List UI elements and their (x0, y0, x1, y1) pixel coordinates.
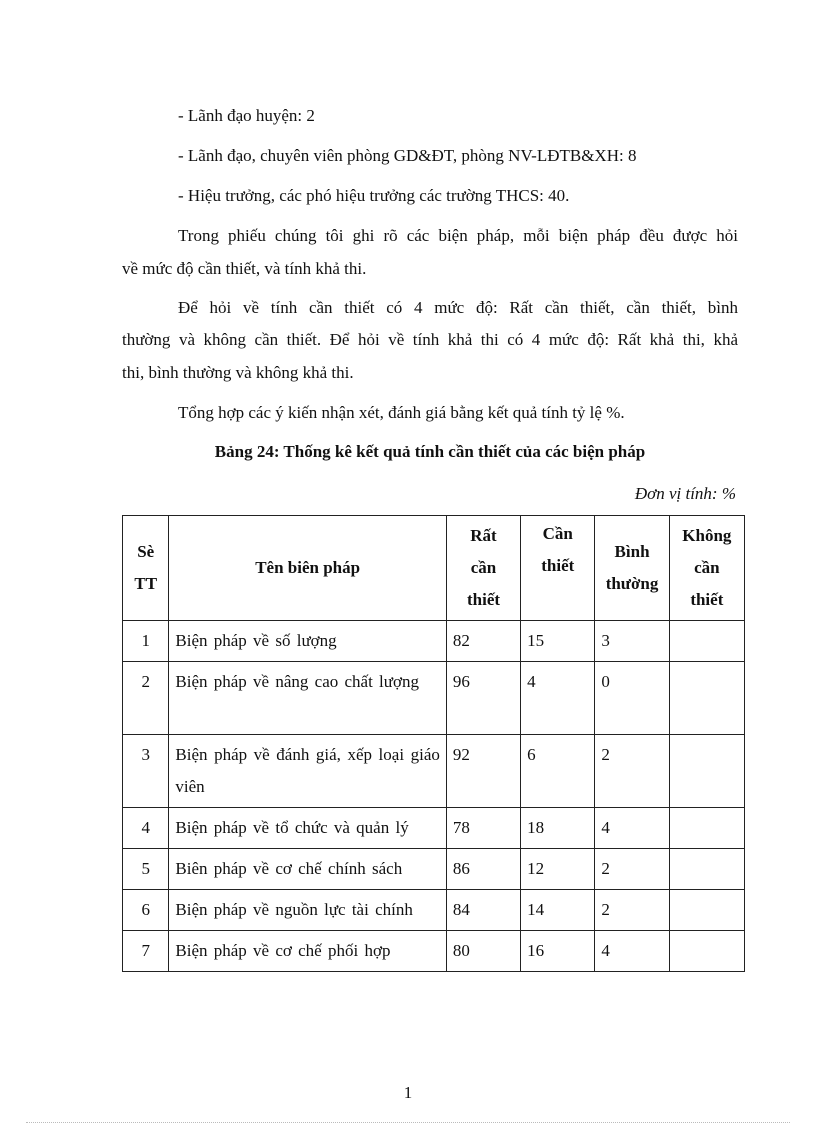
cell-tt: 6 (123, 890, 169, 931)
cell-not-necessary (669, 621, 744, 662)
page-number: 1 (403, 1083, 413, 1102)
header-tt-line: Sè (137, 542, 155, 561)
cell-very-necessary: 82 (446, 621, 520, 662)
header-c3-line: thường (605, 574, 659, 593)
cell-tt: 1 (123, 621, 169, 662)
para1-line2: về mức độ cần thiết, và tính khả thi. (122, 259, 367, 278)
header-tt-line: TT (134, 574, 158, 593)
table-row (123, 621, 745, 662)
para2-line2: thường và không cần thiết. Để hỏi về tính khả thi có 4 mức độ: Rất khả thi, khả (122, 330, 738, 349)
header-c1-line: thiết (466, 590, 501, 609)
header-c4-line: thiết (690, 590, 724, 609)
cell-very-necessary: 86 (446, 849, 520, 890)
cell-not-necessary (669, 808, 744, 849)
cell-very-necessary: 92 (446, 735, 520, 808)
table-row (123, 849, 745, 890)
para1-line1: Trong phiếu chúng tôi ghi rõ các biện pháp, mỗi biện pháp đều được hỏi (178, 226, 738, 245)
header-necessary (521, 516, 595, 621)
cell-not-necessary (669, 662, 744, 735)
table-row (123, 735, 745, 808)
header-normal (595, 516, 669, 621)
table-row (123, 931, 745, 972)
cell-normal: 2 (595, 890, 669, 931)
header-very-necessary (446, 516, 520, 621)
cell-not-necessary (669, 735, 744, 808)
header-c2-line: Cần (542, 524, 573, 543)
cell-tt: 3 (123, 735, 169, 808)
table-row (123, 890, 745, 931)
header-tt (123, 516, 169, 621)
cell-name: Biện pháp về nâng cao chất lượng (169, 662, 446, 735)
header-name: Tên biên pháp (169, 516, 446, 621)
intro-line-3: - Hiệu trưởng, các phó hiệu trưởng các trường THCS: 40. (178, 186, 570, 205)
cell-normal: 4 (595, 931, 669, 972)
cell-name: Biên pháp về cơ chế chính sách (169, 849, 446, 890)
cell-name: Biện pháp về nguồn lực tài chính (169, 890, 446, 931)
table-row (123, 808, 745, 849)
cell-very-necessary: 96 (446, 662, 520, 735)
cell-necessary: 14 (521, 890, 595, 931)
unit-note: Đơn vị tính: % (634, 484, 736, 503)
cell-name: Biện pháp về tổ chức và quản lý (169, 808, 446, 849)
intro-line-1: - Lãnh đạo huyện: 2 (178, 106, 315, 125)
header-not-necessary (669, 516, 744, 621)
header-c2-line: thiết (541, 556, 575, 575)
cell-normal: 2 (595, 849, 669, 890)
cell-necessary: 16 (521, 931, 595, 972)
header-row (123, 516, 745, 621)
header-c1-line: cần (470, 558, 497, 577)
header-c3-line: Bình (614, 542, 650, 561)
cell-very-necessary: 78 (446, 808, 520, 849)
cell-necessary: 18 (521, 808, 595, 849)
cell-necessary: 15 (521, 621, 595, 662)
cell-name: Biện pháp về đánh giá, xếp loại giáo viên (169, 735, 446, 808)
cell-tt: 2 (123, 662, 169, 735)
cell-normal: 4 (595, 808, 669, 849)
para2-line1: Để hỏi về tính cần thiết có 4 mức độ: Rất cần thiết, cần thiết, bình (178, 298, 738, 317)
header-c4-line: cần (694, 558, 720, 577)
results-table (122, 515, 745, 972)
cell-necessary: 6 (521, 735, 595, 808)
intro-line-2: - Lãnh đạo, chuyên viên phòng GD&ĐT, phòng NV-LĐTB&XH: 8 (178, 146, 637, 165)
cell-not-necessary (669, 931, 744, 972)
para2-line3: thi, bình thường và không khả thi. (122, 363, 354, 382)
header-c1-line: Rất (470, 526, 497, 545)
table-caption: Bảng 24: Thống kê kết quả tính cần thiết của các biện pháp (214, 442, 646, 461)
header-c4-line: Không (682, 526, 732, 545)
cell-normal: 3 (595, 621, 669, 662)
cell-very-necessary: 80 (446, 931, 520, 972)
cell-name: Biện pháp về cơ chế phối hợp (169, 931, 446, 972)
cell-tt: 5 (123, 849, 169, 890)
cell-name: Biện pháp về số lượng (169, 621, 446, 662)
table-row (123, 662, 745, 735)
cell-tt: 4 (123, 808, 169, 849)
cell-necessary: 12 (521, 849, 595, 890)
cell-normal: 0 (595, 662, 669, 735)
cell-not-necessary (669, 890, 744, 931)
cell-necessary: 4 (521, 662, 595, 735)
para3: Tổng hợp các ý kiến nhận xét, đánh giá bằng kết quả tính tỷ lệ %. (178, 403, 625, 422)
cell-tt: 7 (123, 931, 169, 972)
cell-normal: 2 (595, 735, 669, 808)
cell-not-necessary (669, 849, 744, 890)
cell-very-necessary: 84 (446, 890, 520, 931)
